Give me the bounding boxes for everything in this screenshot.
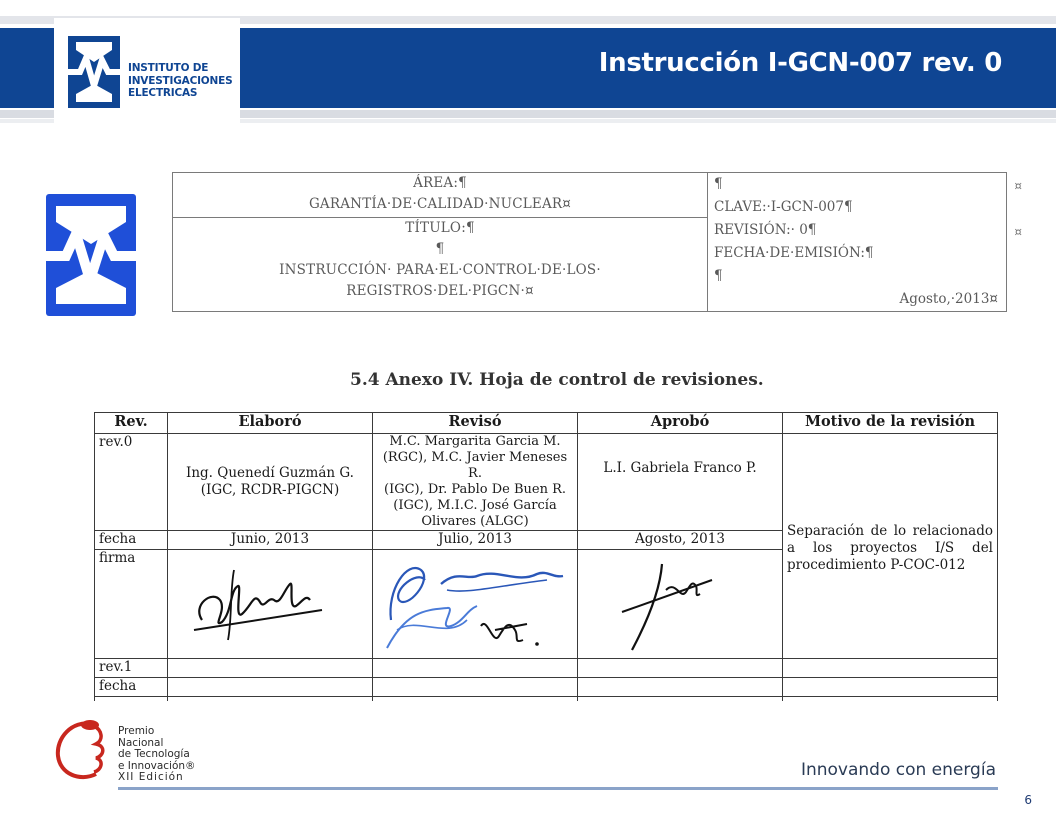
premio-text: Premio Nacional de Tecnología e Innovación® XII Edición <box>118 725 196 783</box>
revision-line: REVISIÓN:· 0¶ <box>714 222 817 238</box>
cell-mark: ¤ <box>1014 179 1022 193</box>
info-line: ¶ <box>714 176 723 192</box>
signatures-reviso <box>373 550 578 659</box>
fecha2-label: fecha <box>95 678 168 697</box>
fecha-label: fecha <box>95 531 168 550</box>
table-row <box>95 434 998 531</box>
motivo-cell: Separación de lo relacionado a los proyectos I/S del procedimiento P-COC-012 <box>783 434 998 659</box>
signature-aprobo <box>578 550 783 659</box>
cell-mark: ¤ <box>1014 225 1022 239</box>
titulo-line-1: INSTRUCCIÓN· PARA·EL·CONTROL·DE·LOS· <box>279 262 601 279</box>
page-number: 6 <box>1024 793 1032 807</box>
titulo-label: TÍTULO:¶ <box>405 220 475 237</box>
rev0-label: rev.0 <box>95 434 168 531</box>
clave-line: CLAVE:·I-GCN-007¶ <box>714 199 853 215</box>
header-reviso: Revisó <box>373 413 578 434</box>
header-rev: Rev. <box>95 413 168 434</box>
revision-control-table <box>94 412 998 701</box>
reviso-cell: M.C. Margarita Garcia M. (RGC), M.C. Javier Meneses R. (IGC), Dr. Pablo De Buen R. (IGC), M.I.C. José García Olivares (ALGC) <box>373 434 578 531</box>
firma-label: firma <box>95 550 168 659</box>
slide-title: Instrucción I-GCN-007 rev. 0 <box>598 48 1002 78</box>
footer-divider <box>118 787 998 790</box>
rev1-label: rev.1 <box>95 659 168 678</box>
aprobo-cell: L.I. Gabriela Franco P. <box>578 434 783 531</box>
signature-aprobo-icon <box>582 550 772 654</box>
emission-date: Agosto,·2013¤ <box>899 291 998 307</box>
iie-logo <box>54 18 240 128</box>
signatures-reviso-icon <box>377 550 567 654</box>
table-row <box>95 697 998 702</box>
fecha-reviso: Julio, 2013 <box>373 531 578 550</box>
table-row <box>95 659 998 678</box>
titulo-cell <box>173 218 708 312</box>
header-motivo: Motivo de la revisión <box>783 413 998 434</box>
table-header-row <box>95 413 998 434</box>
area-value: GARANTÍA·DE·CALIDAD·NUCLEAR¤ <box>308 196 572 212</box>
premio-logo-icon <box>52 716 118 784</box>
iie-logo-icon <box>68 36 120 108</box>
tagline: Innovando con energía <box>800 760 996 780</box>
header-elaboro: Elaboró <box>168 413 373 434</box>
document-header-table <box>172 172 1022 312</box>
document-info-cell <box>708 173 1022 312</box>
info-line: ¶ <box>714 268 723 284</box>
signature-elaboro <box>168 550 373 659</box>
fecha-aprobo: Agosto, 2013 <box>578 531 783 550</box>
header-aprobo: Aprobó <box>578 413 783 434</box>
iie-logo-text: INSTITUTO DE INVESTIGACIONES ELECTRICAS <box>128 62 233 99</box>
annex-title: 5.4 Anexo IV. Hoja de control de revisiones. <box>350 370 764 390</box>
table-row <box>95 678 998 697</box>
area-cell <box>173 173 708 218</box>
pilcrow: ¶ <box>435 241 445 258</box>
signature-elaboro-icon <box>172 550 362 654</box>
area-label: ÁREA:¶ <box>413 175 467 191</box>
iie-large-logo-icon <box>46 194 136 316</box>
titulo-line-2: REGISTROS·DEL·PIGCN·¤ <box>346 283 534 300</box>
fecha-elaboro: Junio, 2013 <box>168 531 373 550</box>
fecha-emision-line: FECHA·DE·EMISIÓN:¶ <box>714 245 874 261</box>
elaboro-cell: Ing. Quenedí Guzmán G. (IGC, RCDR-PIGCN) <box>168 434 373 531</box>
